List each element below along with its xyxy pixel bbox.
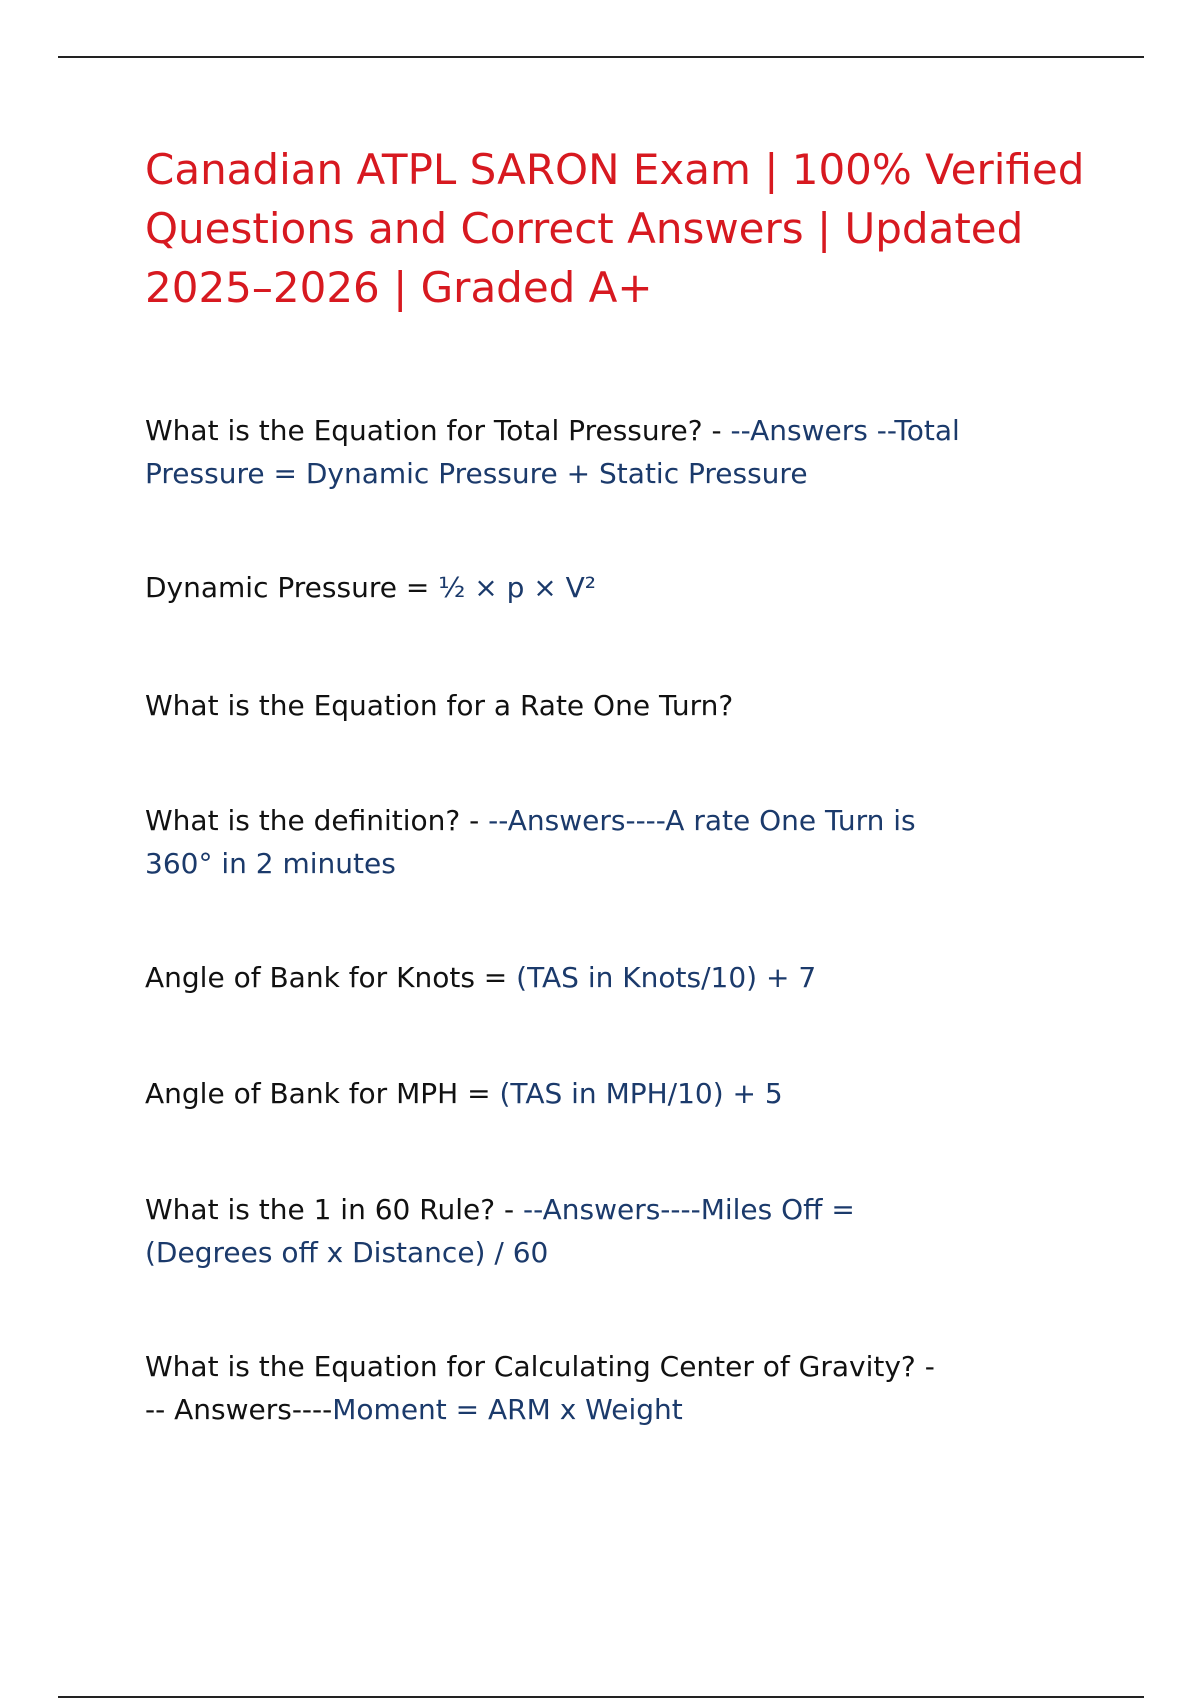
answer-text: ½ × p × V² — [438, 571, 597, 604]
qa-item — [145, 1188, 1085, 1274]
qa-item — [145, 1345, 1085, 1431]
answer-text: --Answers --Total — [730, 414, 960, 447]
answer-text-continued: (Degrees off x Distance) / 60 — [145, 1236, 549, 1269]
qa-item — [145, 409, 1085, 495]
question-text: Dynamic Pressure = — [145, 571, 439, 604]
question-text: Angle of Bank for Knots = — [145, 961, 517, 994]
answer-text-continued: 360° in 2 minutes — [145, 847, 396, 880]
answer-text: (TAS in MPH/10) + 5 — [499, 1077, 783, 1110]
answer-text: --Answers----Miles Off = — [522, 1193, 855, 1226]
question-text: Angle of Bank for MPH = — [145, 1077, 500, 1110]
qa-item — [145, 566, 1085, 609]
document-title: Canadian ATPL SARON Exam | 100% Verified Questions and Correct Answers | Updated 2025–2026 | Graded A+ — [145, 145, 1085, 312]
question-text-continued: -- Answers---- — [145, 1393, 333, 1426]
question-text: What is the Equation for a Rate One Turn? — [145, 689, 734, 722]
qa-item — [145, 684, 1085, 727]
qa-item — [145, 799, 1085, 885]
answer-text: Moment = ARM x Weight — [332, 1393, 683, 1426]
answer-text: --Answers----A rate One Turn is — [488, 804, 916, 837]
question-text: What is the definition? - — [145, 804, 489, 837]
qa-item — [145, 1072, 1085, 1115]
top-divider — [58, 56, 1144, 58]
qa-item — [145, 956, 1085, 999]
question-text: What is the Equation for Calculating Center of Gravity? - — [145, 1350, 935, 1383]
bottom-divider — [58, 1696, 1144, 1698]
question-text: What is the 1 in 60 Rule? - — [145, 1193, 523, 1226]
answer-text-continued: Pressure = Dynamic Pressure + Static Pressure — [145, 457, 808, 490]
question-text: What is the Equation for Total Pressure? - — [145, 414, 731, 447]
answer-text: (TAS in Knots/10) + 7 — [516, 961, 817, 994]
